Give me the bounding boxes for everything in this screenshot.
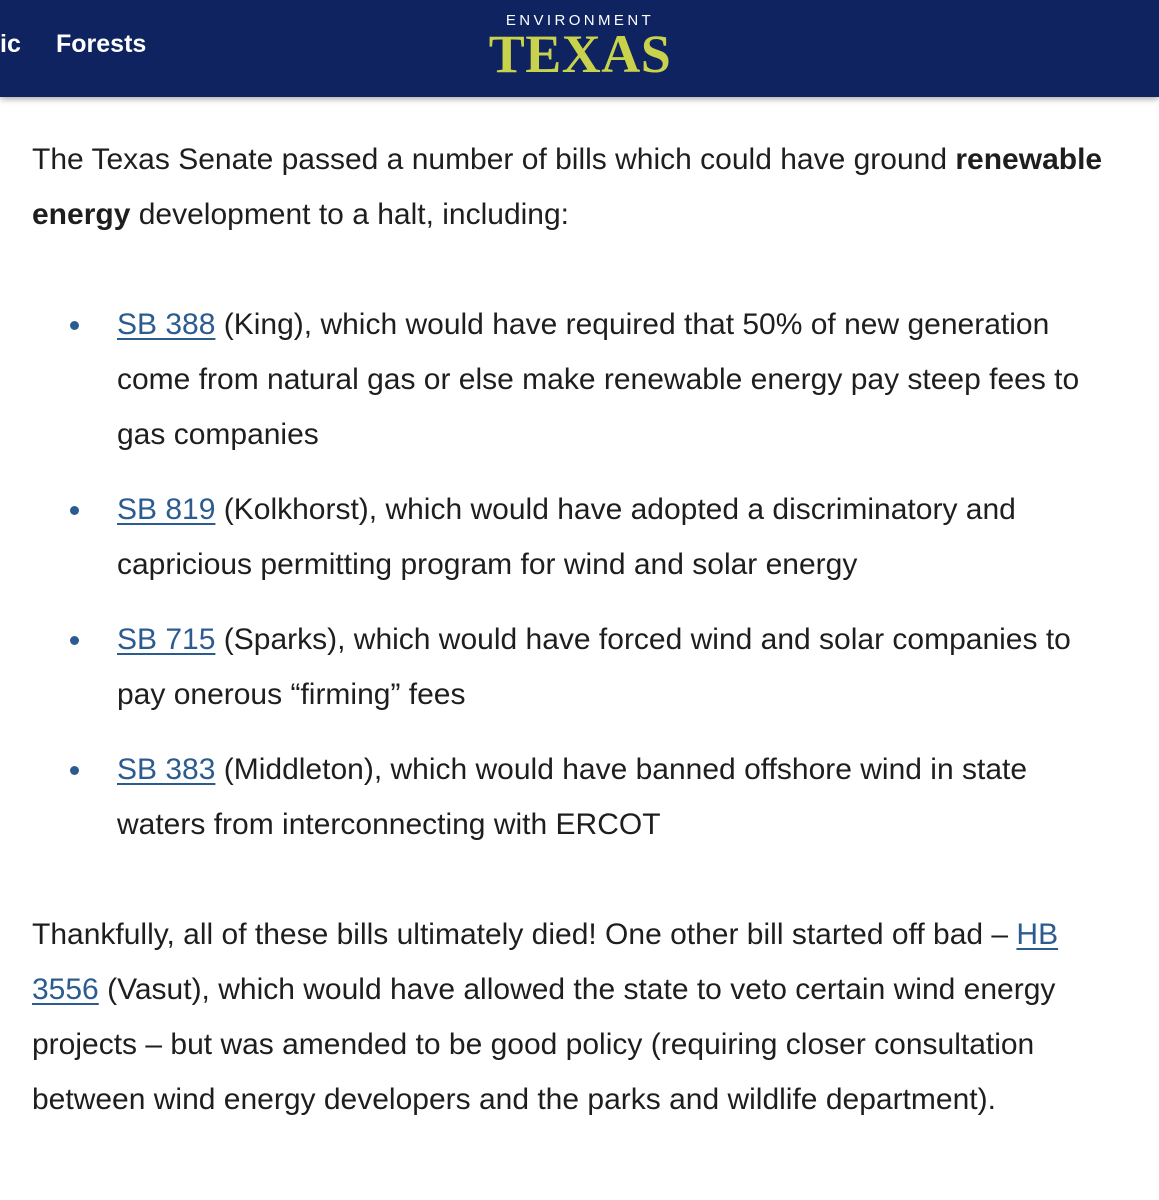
environment-texas-logo[interactable] [488,12,672,82]
bill-link-hb-3556[interactable]: HB 3556 [32,918,1059,1006]
closing-text-before: Thankfully, all of these bills ultimately died! One other bill started off bad – [32,918,1017,951]
bill-description: (King), which would have required that 50% of new generation come from natural gas or else make renewable energy pay steep fees to gas companies [117,308,1080,451]
logo-top-text: ENVIRONMENT [505,12,655,29]
closing-text-after: (Vasut), which would have allowed the state to veto certain wind energy projects – but was amended to be good policy (requiring closer consultation between wind energy developers and the parks and wildlife department). [32,973,1056,1116]
bill-link-sb-819[interactable]: SB 819 [117,493,216,526]
bill-description: (Kolkhorst), which would have adopted a discriminatory and capricious permitting program for wind and solar energy [117,493,1016,581]
closing-paragraph [32,907,1132,1127]
bullet-icon [70,506,79,515]
bill-description: (Sparks), which would have forced wind and solar companies to pay onerous “firming” fees [117,623,1071,711]
bill-link-sb-715[interactable]: SB 715 [117,623,216,656]
bill-link-sb-383[interactable]: SB 383 [117,753,216,786]
bills-list [32,297,1132,852]
bullet-icon [70,766,79,775]
intro-text-before: The Texas Senate passed a number of bills which could have ground [32,143,956,176]
logo-main-text: TEXAS [488,24,672,84]
bullet-icon [70,321,79,330]
nav-item-partial[interactable]: ic [0,30,21,58]
intro-text-after: development to a halt, including: [130,198,570,231]
list-item [32,482,1117,592]
bullet-icon [70,636,79,645]
intro-bold-text: renewable energy [32,143,1103,231]
intro-paragraph [32,132,1132,242]
nav-item-forests[interactable]: Forests [56,30,147,58]
list-item [32,742,1117,852]
bill-description: (Middleton), which would have banned offshore wind in state waters from interconnecting with ERCOT [117,753,1028,841]
bill-link-sb-388[interactable]: SB 388 [117,308,216,341]
list-item [32,297,1117,462]
list-item [32,612,1117,722]
site-header [0,0,1159,97]
article-body [32,132,1132,1127]
